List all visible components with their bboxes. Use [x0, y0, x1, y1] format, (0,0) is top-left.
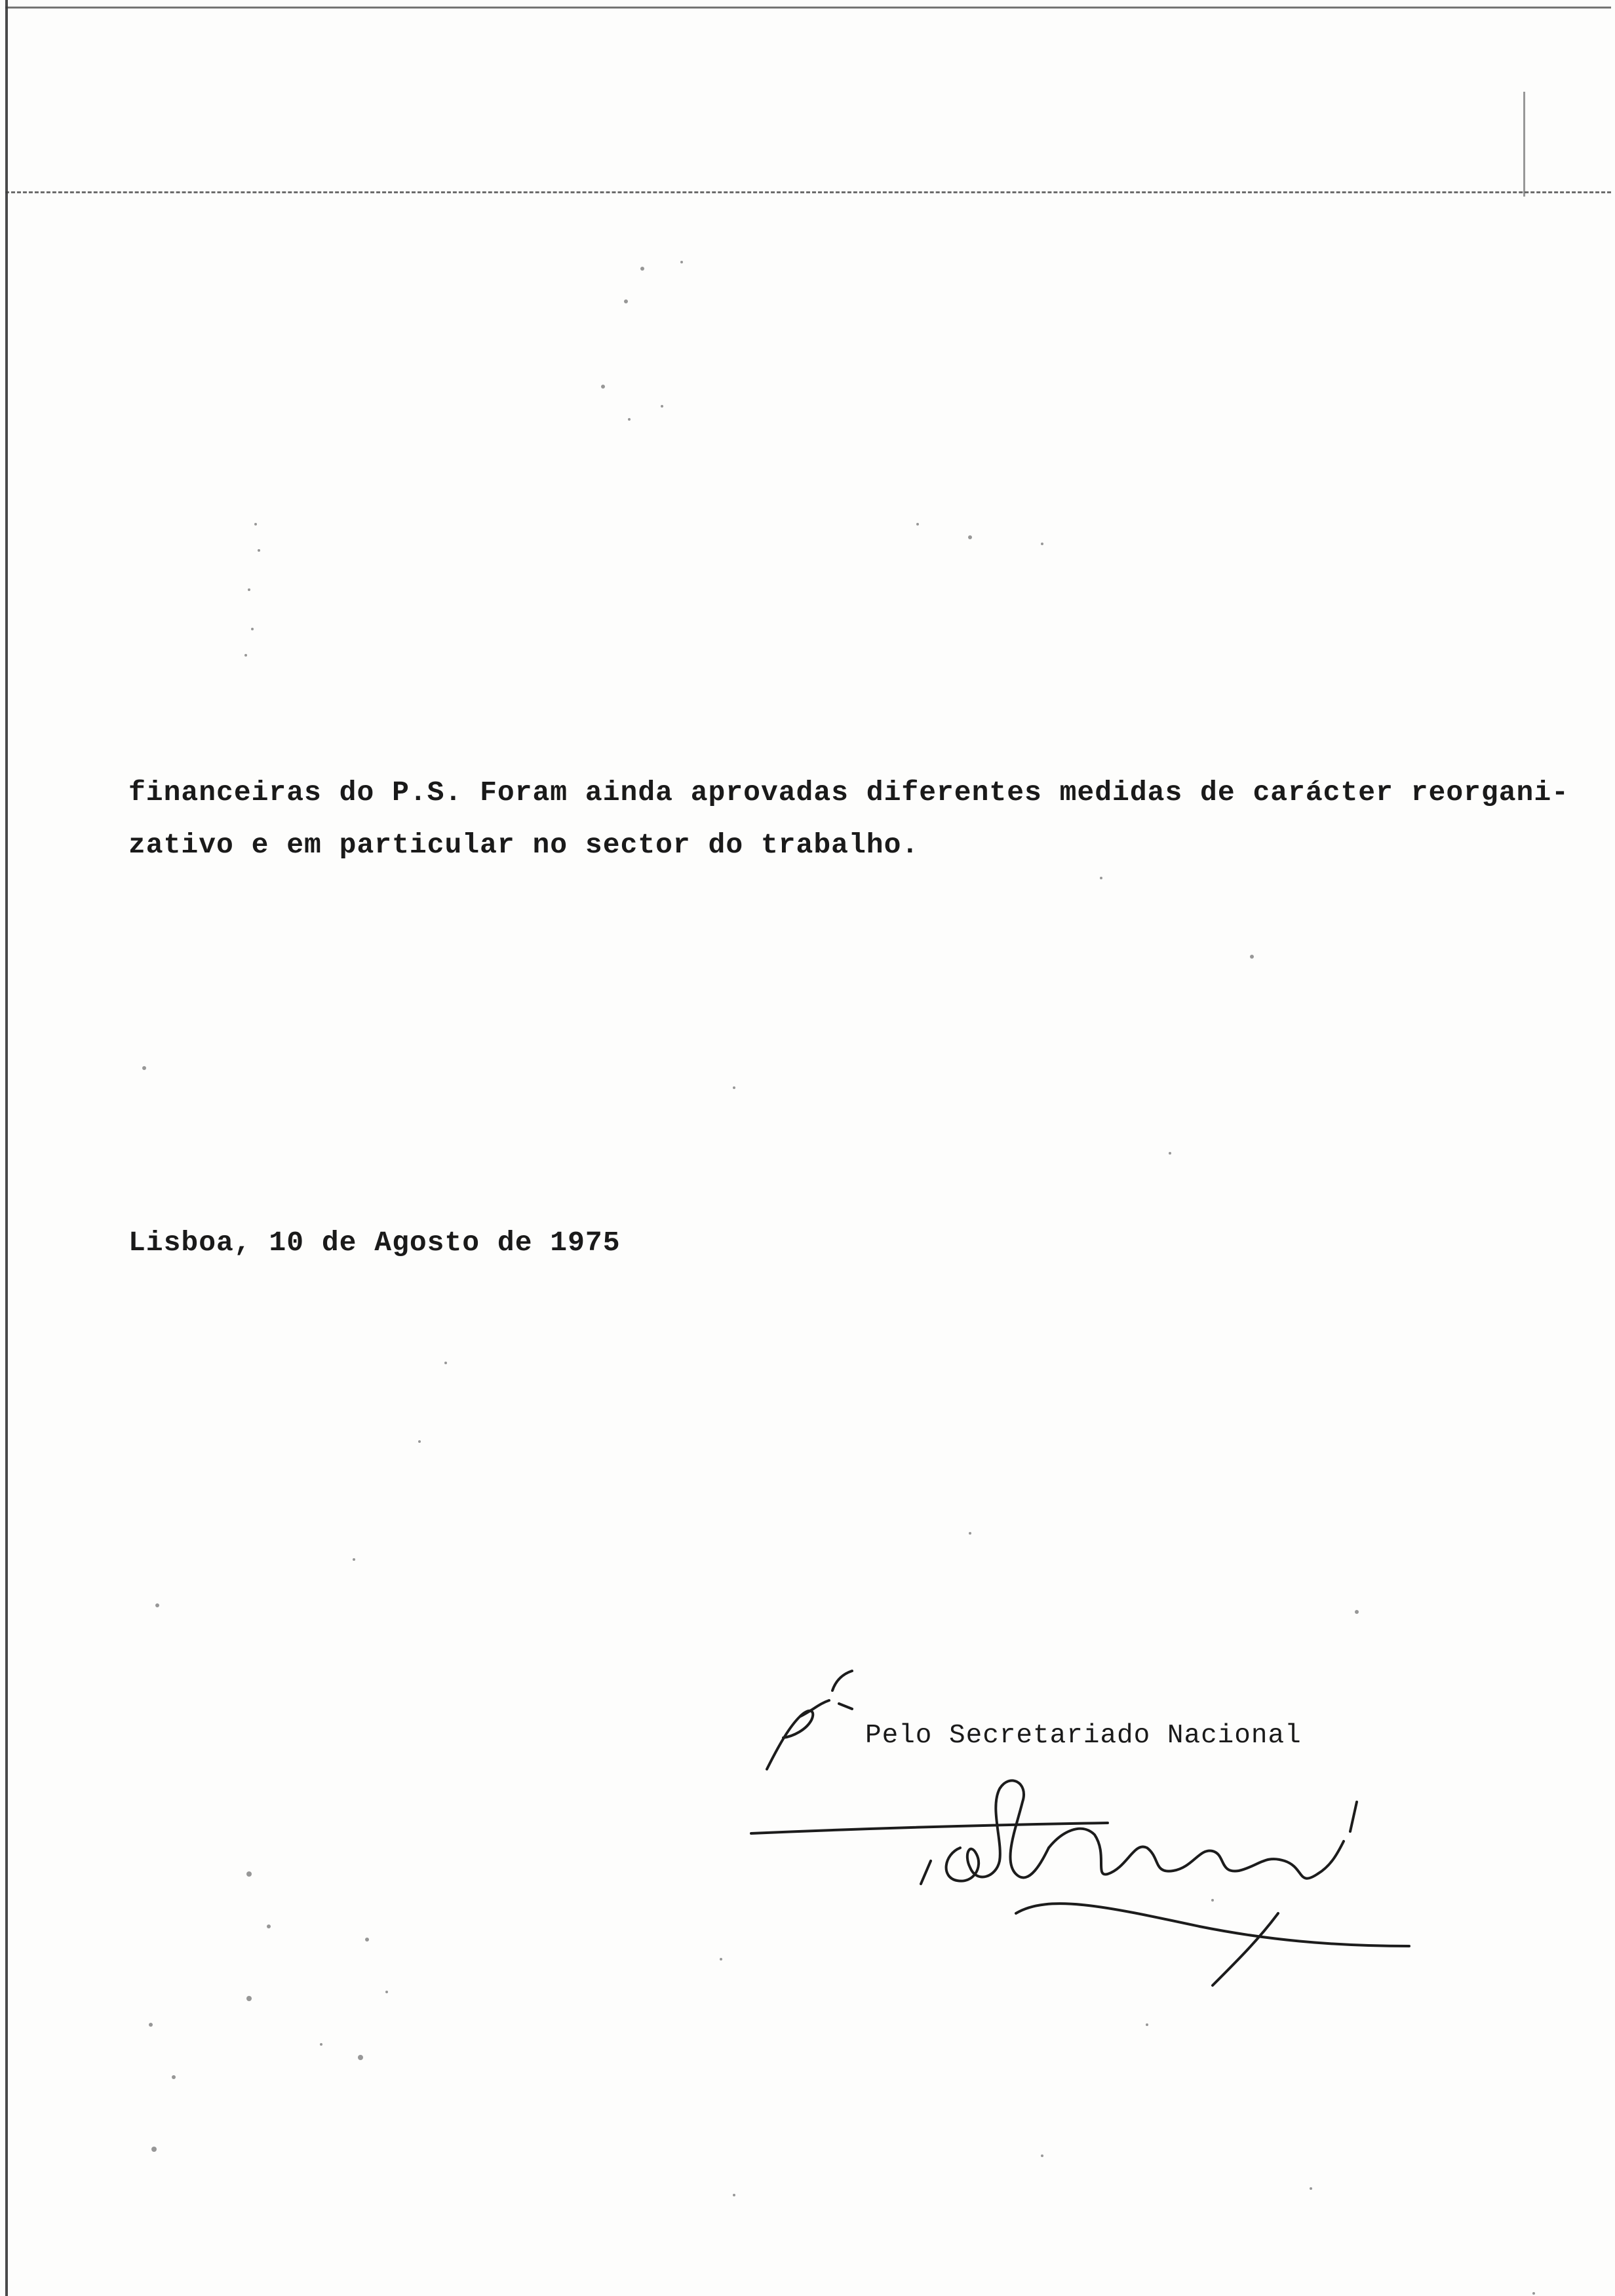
handwritten-signature	[741, 1763, 1422, 2012]
body-line-2: zativo e em particular no sector do trabalho.	[128, 829, 920, 861]
page-top-edge	[5, 7, 1611, 9]
signature-label: Pelo Secretariado Nacional	[865, 1721, 1302, 1751]
place-and-date: Lisboa, 10 de Agosto de 1975	[128, 1227, 621, 1259]
header-divider	[5, 191, 1611, 193]
body-line-1: financeiras do P.S. Foram ainda aprovadas diferentes medidas de carácter reorgani-	[128, 776, 1569, 809]
body-paragraph	[128, 767, 1569, 871]
header-tick-mark	[1523, 92, 1525, 197]
page-left-edge	[5, 0, 8, 2296]
